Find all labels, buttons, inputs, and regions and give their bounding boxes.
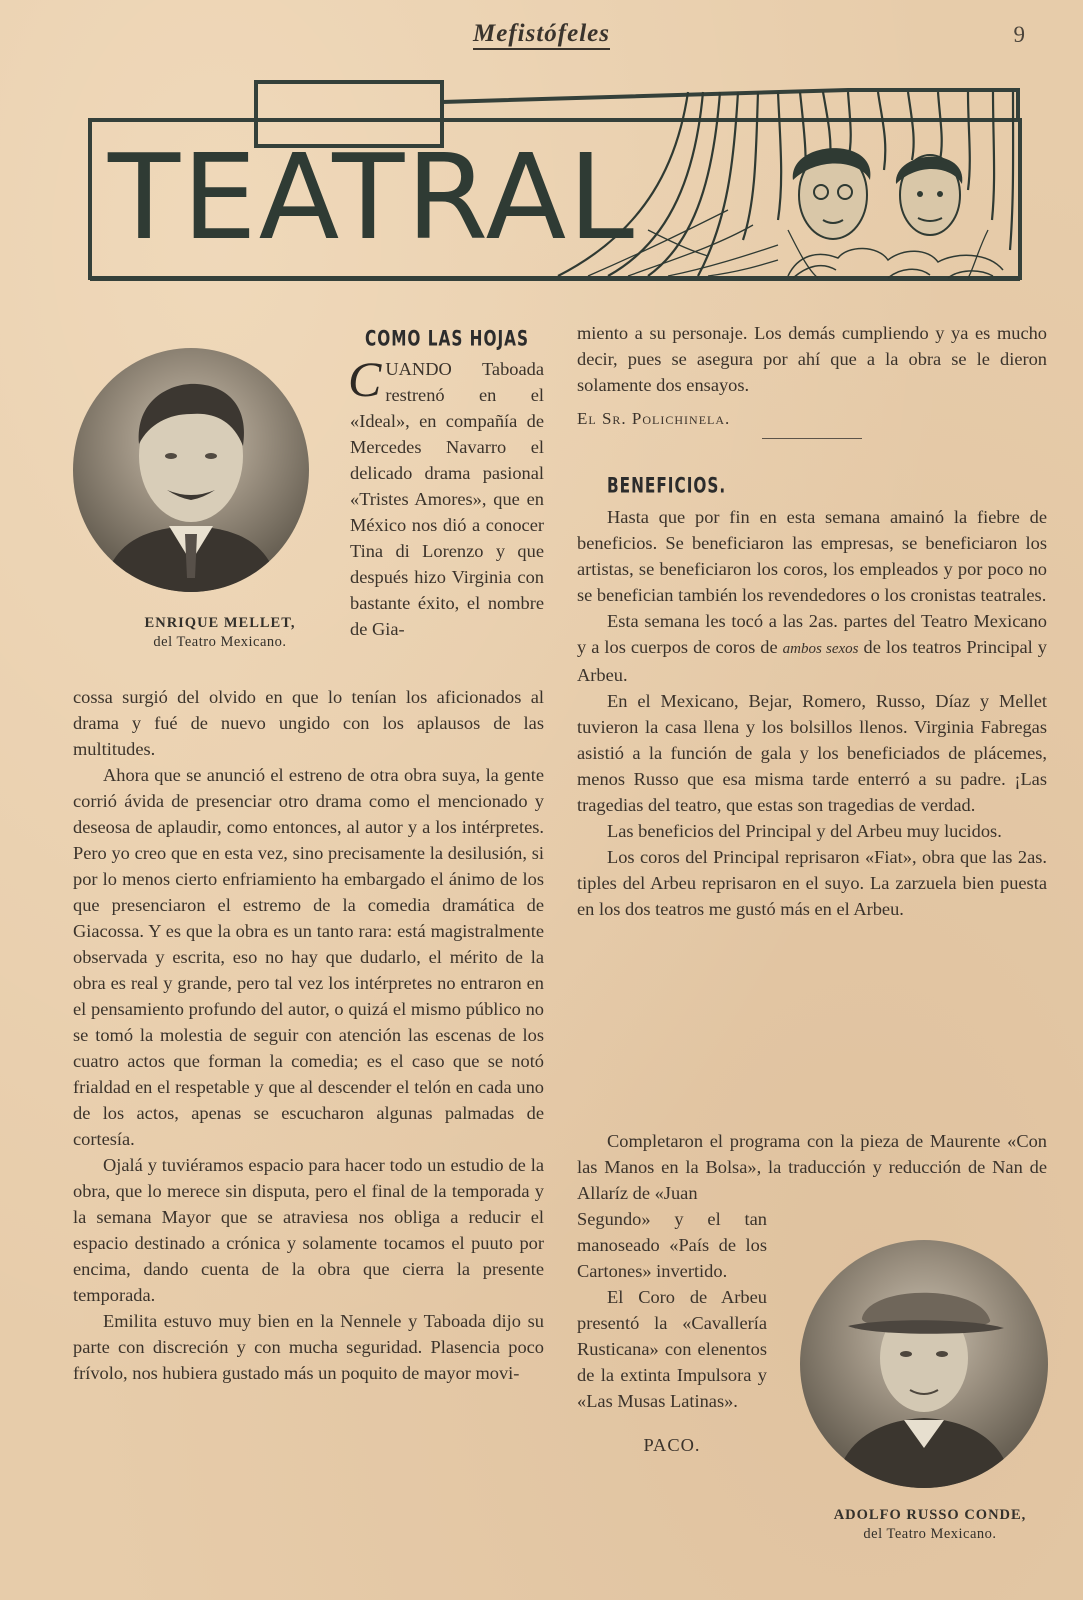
- article1-paragraph-1: [348, 351, 544, 642]
- portrait-enrique-mellet: [73, 348, 309, 592]
- portrait-caption-enrique-mellet: [110, 614, 330, 652]
- article2-paragraph-7: El Coro de Arbeu presentó la «Cavallería Rusticana» con elenentos de la extinta Impulsora y «Las Musas Latinas».: [577, 1287, 767, 1411]
- article2-paragraph-1: Hasta que por fin en esta semana amainó la fiebre de beneficios. Se beneficiaron las empresas, se beneficiaron los artistas, se beneficiaron los coros, los empleados y por poco no se benefician también los revendedores o los cronistas teatrales.: [577, 507, 1047, 605]
- section-banner: [88, 80, 1022, 292]
- article1-paragraph-1-cont: cossa surgió del olvido en que lo tenían los aficionados al drama y fué de nuevo ungido con los aplausos de las multitudes.: [73, 687, 544, 759]
- right-column: [577, 320, 1047, 922]
- article2-paragraph-6-part1: Completaron el programa con la pieza de Maurente «Con las Manos en la Bolsa», la traducción y reducción de Nan de Allaríz de «Juan: [577, 1131, 1047, 1203]
- article2-paragraph-4: Las beneficios del Principal y del Arbeu muy lucidos.: [607, 821, 1002, 841]
- article2-paragraph-5: Los coros del Principal reprisaron «Fiat», obra que las 2as. tiples del Arbeu reprisaron en el suyo. La zarzuela bien puesta en los dos teatros me gustó más en el Arbeu.: [577, 847, 1047, 919]
- p2-italic: ambos sexos: [782, 641, 859, 657]
- paragraph-visible-lead: Taboada restrenó en el «Ideal», en compañía de Mercedes Navarro el delicado drama pasional «Tristes Amores», que en México nos dió a conocer Tina di Lorenzo y que después hizo Virginia con bastante éxito, el nombre de Gia-: [350, 359, 544, 639]
- section-divider: [762, 438, 862, 439]
- caption-name-2: ADOLFO RUSSO CONDE,: [833, 1507, 1027, 1523]
- article1-lead-narrow: [348, 351, 544, 642]
- article1-paragraph-2: Ahora que se anunció el estreno de otra obra suya, la gente corrió ávida de presenciar otro drama como el mencionado y deseosa de aplaudir, como entonces, al autor y a los intérpretes. Pero yo creo que en esta vez, sino precisamente la desilusión, si por lo menos cierto enfriamiento ha embargado el ánimo de los que presenciaron el estremo de la comedia dramática de Giacossa. Y es que la obra es un tanto rara: está magistralmente observada y escrita, eso no hay que dudarlo, el mérito de la obra es real y grande, pero tal vez los intérpretes no entraron en el pensamiento profundo del autor, o quizá el mismo público no se tomó la molestia de seguir con atención las escenas de los cuatro actos que forman la comedia; es el caso que se notó frialdad en el respetable y que al descender el telón en cada uno de los actos, apenas se escucharon algunas palmadas de cortesía.: [73, 765, 544, 1149]
- drop-cap: C: [348, 351, 382, 407]
- faces-illustration: [793, 148, 963, 239]
- article2-paragraph-6-part2: Segundo» y el tan manoseado «País de los Cartones» invertido.: [577, 1209, 767, 1281]
- article1-paragraph-4-cont: miento a su personaje. Los demás cumpliendo y ya es mucho decir, pues se asegura por ahí que a la obra se le dieron solamente dos ensayos.: [577, 323, 1047, 395]
- article2-paragraph-6-wide: [577, 1128, 1047, 1206]
- magazine-name: Mefistófeles: [0, 20, 1083, 48]
- lead-word: UANDO: [385, 359, 452, 379]
- p2-part-b: de los teatros Principal y Arbeu.: [577, 637, 1048, 685]
- article2-narrow-column: [577, 1206, 767, 1458]
- p2-part-a: Esta semana les tocó a las 2as. partes del Teatro Mexicano y a los cuerpos de coros de: [577, 611, 1047, 657]
- article2-paragraph-2: [577, 608, 1047, 688]
- caption-name: ENRIQUE MELLET,: [144, 615, 296, 631]
- article1-paragraph-4: Emilita estuvo muy bien en la Nennele y Taboada dijo su parte con discreción y con mucha seguridad. Plasencia poco frívolo, nos hubiera gustado más un poquito de mayor movi-: [73, 1311, 544, 1383]
- page-number: 9: [1013, 22, 1025, 47]
- portrait-caption-adolfo-russo-conde: [800, 1506, 1060, 1544]
- article1-body: [73, 684, 544, 1386]
- article-heading-wrap: [350, 322, 544, 352]
- article1-paragraph-3: Ojalá y tuviéramos espacio para hacer todo un estudio de la obra, que lo merece sin disputa, pero el final de la temporada y la semana Mayor que se atraviesa nos obliga a reducir el espacio destinado a crónica y solamente tocamos el puuto por encima, dando cuenta de la obra que cierra la presente temporada.: [73, 1155, 544, 1305]
- article1-signature: El Sr. Polichinela.: [577, 409, 731, 428]
- article2-title: BENEFICIOS.: [607, 473, 727, 499]
- banner-title: TEATRAL: [108, 128, 636, 266]
- article2-paragraph-3: En el Mexicano, Bejar, Romero, Russo, Díaz y Mellet tuvieron la casa llena y los bolsillos llenos. Virginia Fabregas asistió a la función de gala y los beneficiados de plácemes, menos Russo que esa misma tarde enterró a su padre. ¡Las tragedias del teatro, que estas son tragedias de verdad.: [577, 691, 1047, 815]
- article2-signature: PACO.: [643, 1435, 701, 1455]
- caption-theatre: del Teatro Mexicano.: [153, 634, 287, 650]
- caption-theatre-2: del Teatro Mexicano.: [863, 1526, 997, 1542]
- portrait-adolfo-russo-conde: [800, 1240, 1048, 1488]
- running-head: [0, 18, 1083, 58]
- article-title: COMO LAS HOJAS: [364, 326, 530, 352]
